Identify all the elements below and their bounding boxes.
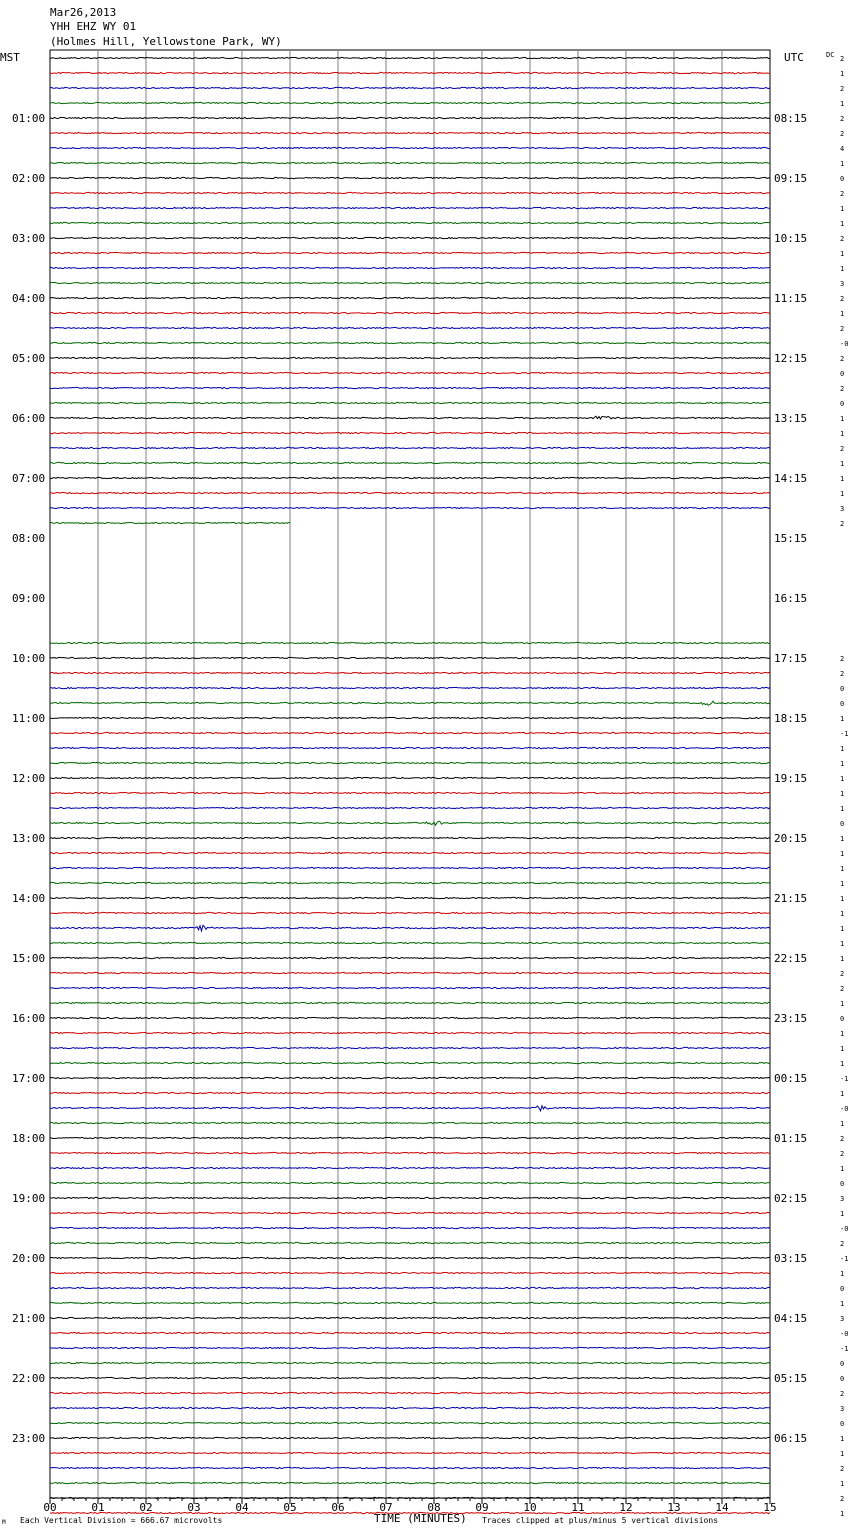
dc-offset-label: -0 (840, 1105, 849, 1113)
corner-mark: M (2, 1519, 6, 1526)
utc-hour-label: 01:15 (774, 1132, 808, 1145)
utc-hour-label: 22:15 (774, 952, 808, 965)
trace-line (50, 372, 770, 373)
trace-line (50, 987, 770, 988)
utc-hour-label: 05:15 (774, 1372, 808, 1385)
dc-offset-label: 0 (840, 1375, 845, 1383)
trace-line (50, 1106, 770, 1111)
x-tick-label: 03 (187, 1501, 201, 1514)
dc-offset-label: 2 (840, 445, 845, 453)
trace-line (50, 1137, 770, 1138)
trace-line (50, 1482, 770, 1483)
trace-line (50, 507, 770, 508)
dc-offset-label: 2 (840, 1495, 845, 1503)
mst-hour-label: 13:00 (12, 832, 46, 845)
utc-hour-label: 06:15 (774, 1432, 808, 1445)
trace-line (50, 72, 770, 73)
trace-line (50, 747, 770, 748)
dc-offset-label: 1 (840, 910, 845, 918)
trace-line (50, 1002, 770, 1003)
trace-line (50, 1077, 770, 1078)
dc-offset-label: 1 (840, 310, 845, 318)
utc-hour-label: 03:15 (774, 1252, 808, 1265)
dc-offset-label: 1 (840, 475, 845, 483)
x-tick-label: 09 (475, 1501, 489, 1514)
header-station: YHH EHZ WY 01 (50, 20, 137, 33)
dc-offset-label: 2 (840, 55, 845, 63)
dc-offset-label: 2 (840, 325, 845, 333)
x-tick-label: 02 (139, 1501, 153, 1514)
trace-line (50, 1317, 770, 1318)
utc-hour-label: 12:15 (774, 352, 808, 365)
dc-offset-label: -1 (840, 730, 849, 738)
dc-offset-label: 1 (840, 880, 845, 888)
dc-offset-label: 2 (840, 295, 845, 303)
dc-offset-label: 0 (840, 1285, 845, 1293)
utc-hour-label: 17:15 (774, 652, 808, 665)
trace-line (50, 867, 770, 868)
trace-line (50, 87, 770, 88)
dc-offset-label: 1 (840, 220, 845, 228)
mst-hour-label: 04:00 (12, 292, 46, 305)
dc-offset-label: 1 (840, 940, 845, 948)
trace-line (50, 942, 770, 943)
dc-offset-label: 4 (840, 145, 845, 153)
dc-offset-label: 0 (840, 175, 845, 183)
trace-line (50, 327, 770, 328)
dc-offset-label: 0 (840, 1180, 845, 1188)
trace-line (50, 1362, 770, 1363)
trace-line (50, 492, 770, 493)
trace-line (50, 777, 770, 778)
trace-line (50, 657, 770, 658)
mst-hour-label: 08:00 (12, 532, 46, 545)
trace-line (50, 1272, 770, 1273)
dc-offset-label: 1 (840, 100, 845, 108)
mst-hour-label: 01:00 (12, 112, 46, 125)
dc-offset-label: 3 (840, 1315, 845, 1323)
trace-line (50, 1422, 770, 1423)
dc-offset-label: 3 (840, 1195, 845, 1203)
utc-hour-label: 00:15 (774, 1072, 808, 1085)
dc-offset-label: 0 (840, 400, 845, 408)
utc-hour-label: 15:15 (774, 532, 808, 545)
dc-offset-label: 0 (840, 1420, 845, 1428)
trace-line (50, 1197, 770, 1198)
dc-offset-label: -1 (840, 1255, 849, 1263)
trace-line (50, 416, 770, 419)
trace-line (50, 1122, 770, 1123)
trace-line (50, 432, 770, 433)
mst-hour-label: 11:00 (12, 712, 46, 725)
dc-offset-label: 1 (840, 460, 845, 468)
scale-note: Each Vertical Division = 666.67 microvolts (20, 1516, 223, 1525)
trace-line (50, 312, 770, 313)
x-tick-label: 15 (763, 1501, 777, 1514)
trace-line (50, 852, 770, 853)
x-tick-label: 04 (235, 1501, 249, 1514)
trace-line (50, 1437, 770, 1438)
dc-column-label: DC (826, 51, 835, 59)
utc-hour-label: 23:15 (774, 1012, 808, 1025)
dc-offset-label: -0 (840, 1225, 849, 1233)
utc-hour-label: 18:15 (774, 712, 808, 725)
dc-offset-label: 1 (840, 1210, 845, 1218)
dc-offset-label: 1 (840, 805, 845, 813)
mst-hour-label: 09:00 (12, 592, 46, 605)
dc-offset-label: 1 (840, 835, 845, 843)
mst-hour-label: 19:00 (12, 1192, 46, 1205)
mst-hour-label: 03:00 (12, 232, 46, 245)
dc-offset-label: 1 (840, 1480, 845, 1488)
trace-line (50, 1062, 770, 1063)
trace-line (50, 925, 770, 931)
mst-hour-label: 10:00 (12, 652, 46, 665)
dc-offset-label: 1 (840, 160, 845, 168)
x-tick-label: 06 (331, 1501, 345, 1514)
dc-offset-label: 0 (840, 820, 845, 828)
dc-offset-label: 3 (840, 280, 845, 288)
dc-offset-label: 1 (840, 430, 845, 438)
trace-line (50, 147, 770, 148)
mst-hour-label: 18:00 (12, 1132, 46, 1145)
header-date: Mar26,2013 (50, 6, 117, 19)
trace-line (50, 357, 770, 358)
x-tick-label: 11 (571, 1501, 585, 1514)
dc-offset-label: 1 (840, 895, 845, 903)
x-tick-label: 00 (43, 1501, 57, 1514)
dc-offset-label: 2 (840, 985, 845, 993)
clip-note: Traces clipped at plus/minus 5 vertical divisions (482, 1516, 719, 1525)
trace-line (50, 1032, 770, 1033)
mst-hour-label: 21:00 (12, 1312, 46, 1325)
dc-offset-label: 2 (840, 670, 845, 678)
trace-line (50, 642, 770, 643)
trace-line (50, 177, 770, 178)
trace-line (50, 192, 770, 193)
trace-line (50, 821, 770, 825)
dc-offset-label: 3 (840, 505, 845, 513)
x-tick-label: 12 (619, 1501, 633, 1514)
trace-line (50, 252, 770, 253)
trace-line (50, 972, 770, 973)
dc-offset-label: 2 (840, 130, 845, 138)
mst-hour-label: 20:00 (12, 1252, 46, 1265)
dc-offset-label: 2 (840, 520, 845, 528)
dc-offset-label: 1 (840, 205, 845, 213)
dc-offset-label: 2 (840, 85, 845, 93)
dc-offset-label: 2 (840, 1240, 845, 1248)
x-tick-label: 07 (379, 1501, 393, 1514)
trace-line (50, 447, 770, 448)
trace-line (50, 807, 770, 808)
x-tick-label: 14 (715, 1501, 729, 1514)
dc-offset-label: 1 (840, 760, 845, 768)
dc-offset-label: -1 (840, 1345, 849, 1353)
trace-line (50, 1242, 770, 1243)
dc-offset-label: 1 (840, 1435, 845, 1443)
trace-line (50, 1302, 770, 1303)
mst-hour-label: 14:00 (12, 892, 46, 905)
mst-hour-label: 15:00 (12, 952, 46, 965)
dc-offset-label: 0 (840, 685, 845, 693)
mst-hour-label: 07:00 (12, 472, 46, 485)
utc-hour-label: 14:15 (774, 472, 808, 485)
trace-line (50, 1347, 770, 1348)
dc-offset-label: 0 (840, 370, 845, 378)
trace-line (50, 1377, 770, 1378)
dc-offset-label: 0 (840, 700, 845, 708)
trace-line (50, 282, 770, 283)
time-labels (12, 55, 848, 1518)
dc-offset-label: 0 (840, 1015, 845, 1023)
mst-hour-label: 23:00 (12, 1432, 46, 1445)
dc-offset-label: 1 (840, 1510, 845, 1518)
trace-line (50, 701, 770, 705)
utc-hour-label: 16:15 (774, 592, 808, 605)
trace-line (50, 1452, 770, 1453)
trace-line (50, 462, 770, 463)
dc-offset-label: 1 (840, 1165, 845, 1173)
utc-hour-label: 04:15 (774, 1312, 808, 1325)
left-timezone-label: MST (0, 51, 20, 64)
utc-hour-label: 09:15 (774, 172, 808, 185)
trace-line (50, 732, 770, 733)
utc-hour-label: 20:15 (774, 832, 808, 845)
dc-offset-label: 1 (840, 1000, 845, 1008)
utc-hour-label: 21:15 (774, 892, 808, 905)
trace-line (50, 477, 770, 478)
trace-line (50, 1257, 770, 1258)
utc-hour-label: 13:15 (774, 412, 808, 425)
dc-offset-label: 2 (840, 1150, 845, 1158)
dc-offset-label: -0 (840, 1330, 849, 1338)
dc-offset-label: 1 (840, 775, 845, 783)
mst-hour-label: 17:00 (12, 1072, 46, 1085)
utc-hour-label: 02:15 (774, 1192, 808, 1205)
trace-line (50, 687, 770, 688)
mst-hour-label: 02:00 (12, 172, 46, 185)
trace-line (50, 957, 770, 958)
x-axis-title: TIME (MINUTES) (374, 1512, 467, 1525)
trace-line (50, 222, 770, 223)
dc-offset-label: 1 (840, 1030, 845, 1038)
trace-line (50, 1407, 770, 1408)
dc-offset-label: 1 (840, 1060, 845, 1068)
trace-line (50, 387, 770, 388)
trace-line (50, 897, 770, 898)
dc-offset-label: 2 (840, 1135, 845, 1143)
trace-line (50, 1467, 770, 1468)
dc-offset-label: 1 (840, 790, 845, 798)
trace-line (50, 132, 770, 133)
seismic-traces (50, 57, 770, 1513)
x-tick-label: 10 (523, 1501, 537, 1514)
dc-offset-label: 2 (840, 655, 845, 663)
trace-line (50, 297, 770, 298)
right-timezone-label: UTC (784, 51, 804, 64)
dc-offset-label: 1 (840, 865, 845, 873)
trace-line (50, 1212, 770, 1213)
trace-line (50, 837, 770, 838)
dc-offset-label: 2 (840, 235, 845, 243)
dc-offset-label: 1 (840, 850, 845, 858)
dc-offset-label: 1 (840, 265, 845, 273)
trace-line (50, 1287, 770, 1288)
trace-line (50, 1182, 770, 1183)
trace-line (50, 672, 770, 673)
dc-offset-label: 1 (840, 1090, 845, 1098)
dc-offset-label: 2 (840, 115, 845, 123)
trace-line (50, 207, 770, 208)
mst-hour-label: 22:00 (12, 1372, 46, 1385)
dc-offset-label: 1 (840, 1300, 845, 1308)
dc-offset-label: 2 (840, 970, 845, 978)
utc-hour-label: 11:15 (774, 292, 808, 305)
trace-line (50, 102, 770, 103)
utc-hour-label: 10:15 (774, 232, 808, 245)
header-location: (Holmes Hill, Yellowstone Park, WY) (50, 35, 282, 48)
trace-line (50, 762, 770, 763)
mst-hour-label: 06:00 (12, 412, 46, 425)
dc-offset-label: 2 (840, 190, 845, 198)
dc-offset-label: 1 (840, 1450, 845, 1458)
trace-line (50, 1167, 770, 1168)
x-tick-label: 08 (427, 1501, 441, 1514)
x-tick-label: 01 (91, 1501, 105, 1514)
trace-line (50, 117, 770, 118)
dc-offset-label: 1 (840, 1120, 845, 1128)
trace-line (50, 1392, 770, 1393)
mst-hour-label: 05:00 (12, 352, 46, 365)
dc-offset-label: 1 (840, 925, 845, 933)
dc-offset-label: 1 (840, 715, 845, 723)
trace-line (50, 1047, 770, 1048)
trace-line (50, 342, 770, 343)
trace-line (50, 792, 770, 793)
dc-offset-label: 1 (840, 955, 845, 963)
trace-line (50, 402, 770, 403)
trace-line (50, 717, 770, 718)
dc-offset-label: 1 (840, 745, 845, 753)
dc-offset-label: 2 (840, 1465, 845, 1473)
dc-offset-label: 1 (840, 490, 845, 498)
trace-line (50, 912, 770, 913)
mst-hour-label: 16:00 (12, 1012, 46, 1025)
dc-offset-label: -1 (840, 1075, 849, 1083)
dc-offset-label: 1 (840, 415, 845, 423)
dc-offset-label: 3 (840, 1405, 845, 1413)
dc-offset-label: 1 (840, 1270, 845, 1278)
mst-hour-label: 12:00 (12, 772, 46, 785)
dc-offset-label: 1 (840, 70, 845, 78)
x-tick-label: 13 (667, 1501, 681, 1514)
utc-hour-label: 08:15 (774, 112, 808, 125)
trace-line (50, 237, 770, 238)
trace-line (50, 1152, 770, 1153)
dc-offset-label: 1 (840, 1045, 845, 1053)
trace-line (50, 882, 770, 883)
trace-line (50, 522, 290, 523)
dc-offset-label: 0 (840, 1360, 845, 1368)
trace-line (50, 57, 770, 58)
dc-offset-label: 1 (840, 250, 845, 258)
trace-line (50, 1017, 770, 1018)
trace-line (50, 267, 770, 268)
trace-line (50, 1092, 770, 1093)
utc-hour-label: 19:15 (774, 772, 808, 785)
trace-line (50, 1332, 770, 1333)
x-tick-label: 05 (283, 1501, 297, 1514)
dc-offset-label: -0 (840, 340, 849, 348)
trace-line (50, 1227, 770, 1228)
dc-offset-label: 2 (840, 355, 845, 363)
dc-offset-label: 2 (840, 385, 845, 393)
dc-offset-label: 2 (840, 1390, 845, 1398)
trace-line (50, 162, 770, 163)
